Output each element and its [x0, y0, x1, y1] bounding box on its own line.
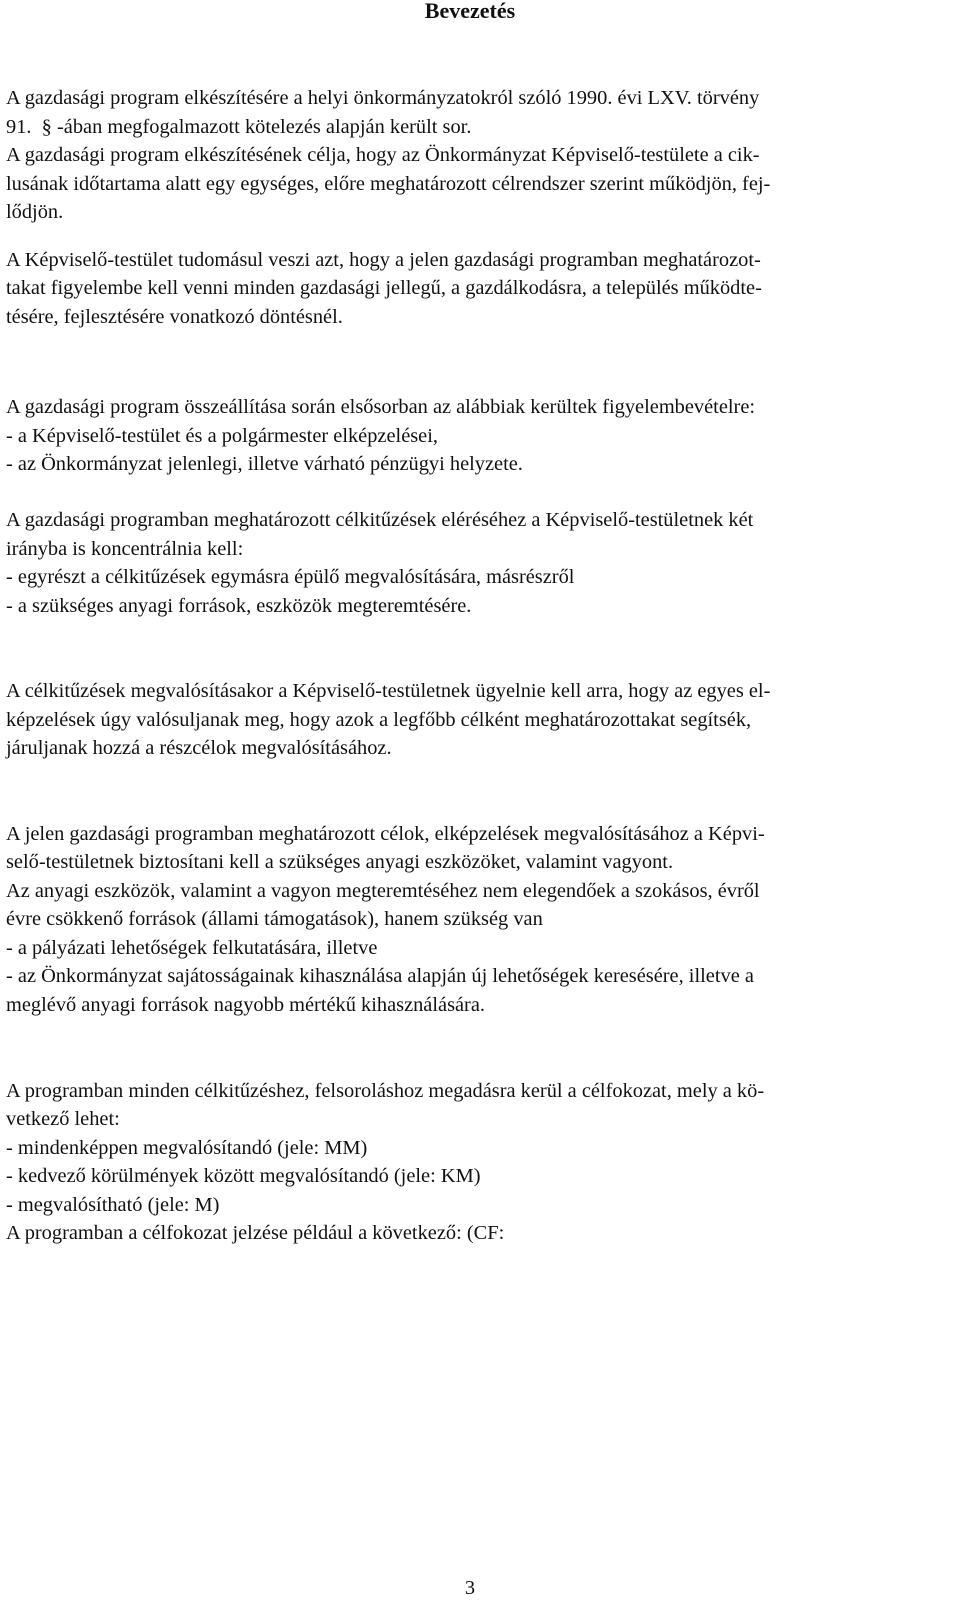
page-number: 3 — [464, 1577, 476, 1599]
text-line: A gazdasági programban meghatározott célkitűzések eléréséhez a Képviselő-testületnek két — [6, 509, 754, 531]
text-line: - a Képviselő-testület és a polgármester elképzelései, — [6, 425, 438, 447]
text-line: - az Önkormányzat sajátosságainak kihasználása alapján új lehetőségek keresésére, illetve a — [6, 965, 754, 987]
text-line: - megvalósítható (jele: M) — [6, 1194, 220, 1216]
text-line: tésére, fejlesztésére vonatkozó döntésnél. — [6, 306, 343, 328]
text-line: A célkitűzések megvalósításakor a Képviselő-testületnek ügyelnie kell arra, hogy az egyes el- — [6, 680, 771, 702]
text-line: Az anyagi eszközök, valamint a vagyon megteremtéséhez nem elegendőek a szokásos, évről — [6, 880, 760, 902]
text-line: járuljanak hozzá a részcélok megvalósításához. — [6, 737, 392, 759]
text-line: vetkező lehet: — [6, 1108, 120, 1130]
text-line: A gazdasági program elkészítésének célja, hogy az Önkormányzat Képviselő-testülete a cik- — [6, 144, 760, 166]
text-line: évre csökkenő források (állami támogatások), hanem szükség van — [6, 908, 543, 930]
text-line: - a pályázati lehetőségek felkutatására, illetve — [6, 937, 378, 959]
text-line: irányba is koncentrálnia kell: — [6, 538, 244, 560]
text-line: A gazdasági program összeállítása során elsősorban az alábbiak kerültek figyelembevételre: — [6, 396, 756, 418]
text-line: A programban minden célkitűzéshez, felsoroláshoz megadásra kerül a célfokozat, mely a kö- — [6, 1080, 765, 1102]
text-line: lődjön. — [6, 201, 64, 223]
text-line: A programban a célfokozat jelzése például a következő: (CF: — [6, 1222, 505, 1244]
text-line: meglévő anyagi források nagyobb mértékű kihasználására. — [6, 994, 486, 1016]
text-line: A gazdasági program elkészítésére a helyi önkormányzatokról szóló 1990. évi LXV. törvény — [6, 87, 760, 109]
text-line: selő-testületnek biztosítani kell a szükséges anyagi eszközöket, valamint vagyont. — [6, 851, 674, 873]
text-line: képzelések úgy valósuljanak meg, hogy azok a legfőbb célként meghatározottakat segítsék, — [6, 709, 752, 731]
text-line: - az Önkormányzat jelenlegi, illetve várható pénzügyi helyzete. — [6, 453, 523, 475]
text-line: 91. § -ában megfogalmazott kötelezés alapján került sor. — [6, 116, 472, 138]
document-title: Bevezetés — [424, 0, 516, 23]
text-line: - a szükséges anyagi források, eszközök megteremtésére. — [6, 595, 472, 617]
text-line: lusának időtartama alatt egy egységes, előre meghatározott célrendszer szerint működjön, fej- — [6, 173, 771, 195]
text-line: A Képviselő-testület tudomásul veszi azt, hogy a jelen gazdasági programban meghatározot- — [6, 249, 761, 271]
text-line: takat figyelembe kell venni minden gazdasági jellegű, a gazdálkodásra, a település működte- — [6, 277, 762, 299]
text-line: - egyrészt a célkitűzések egymásra épülő megvalósítására, másrészről — [6, 566, 575, 588]
text-line: A jelen gazdasági programban meghatározott célok, elképzelések megvalósításához a Képvi- — [6, 823, 765, 845]
text-line: - mindenképpen megvalósítandó (jele: MM) — [6, 1137, 368, 1159]
text-line: - kedvező körülmények között megvalósítandó (jele: KM) — [6, 1165, 481, 1187]
